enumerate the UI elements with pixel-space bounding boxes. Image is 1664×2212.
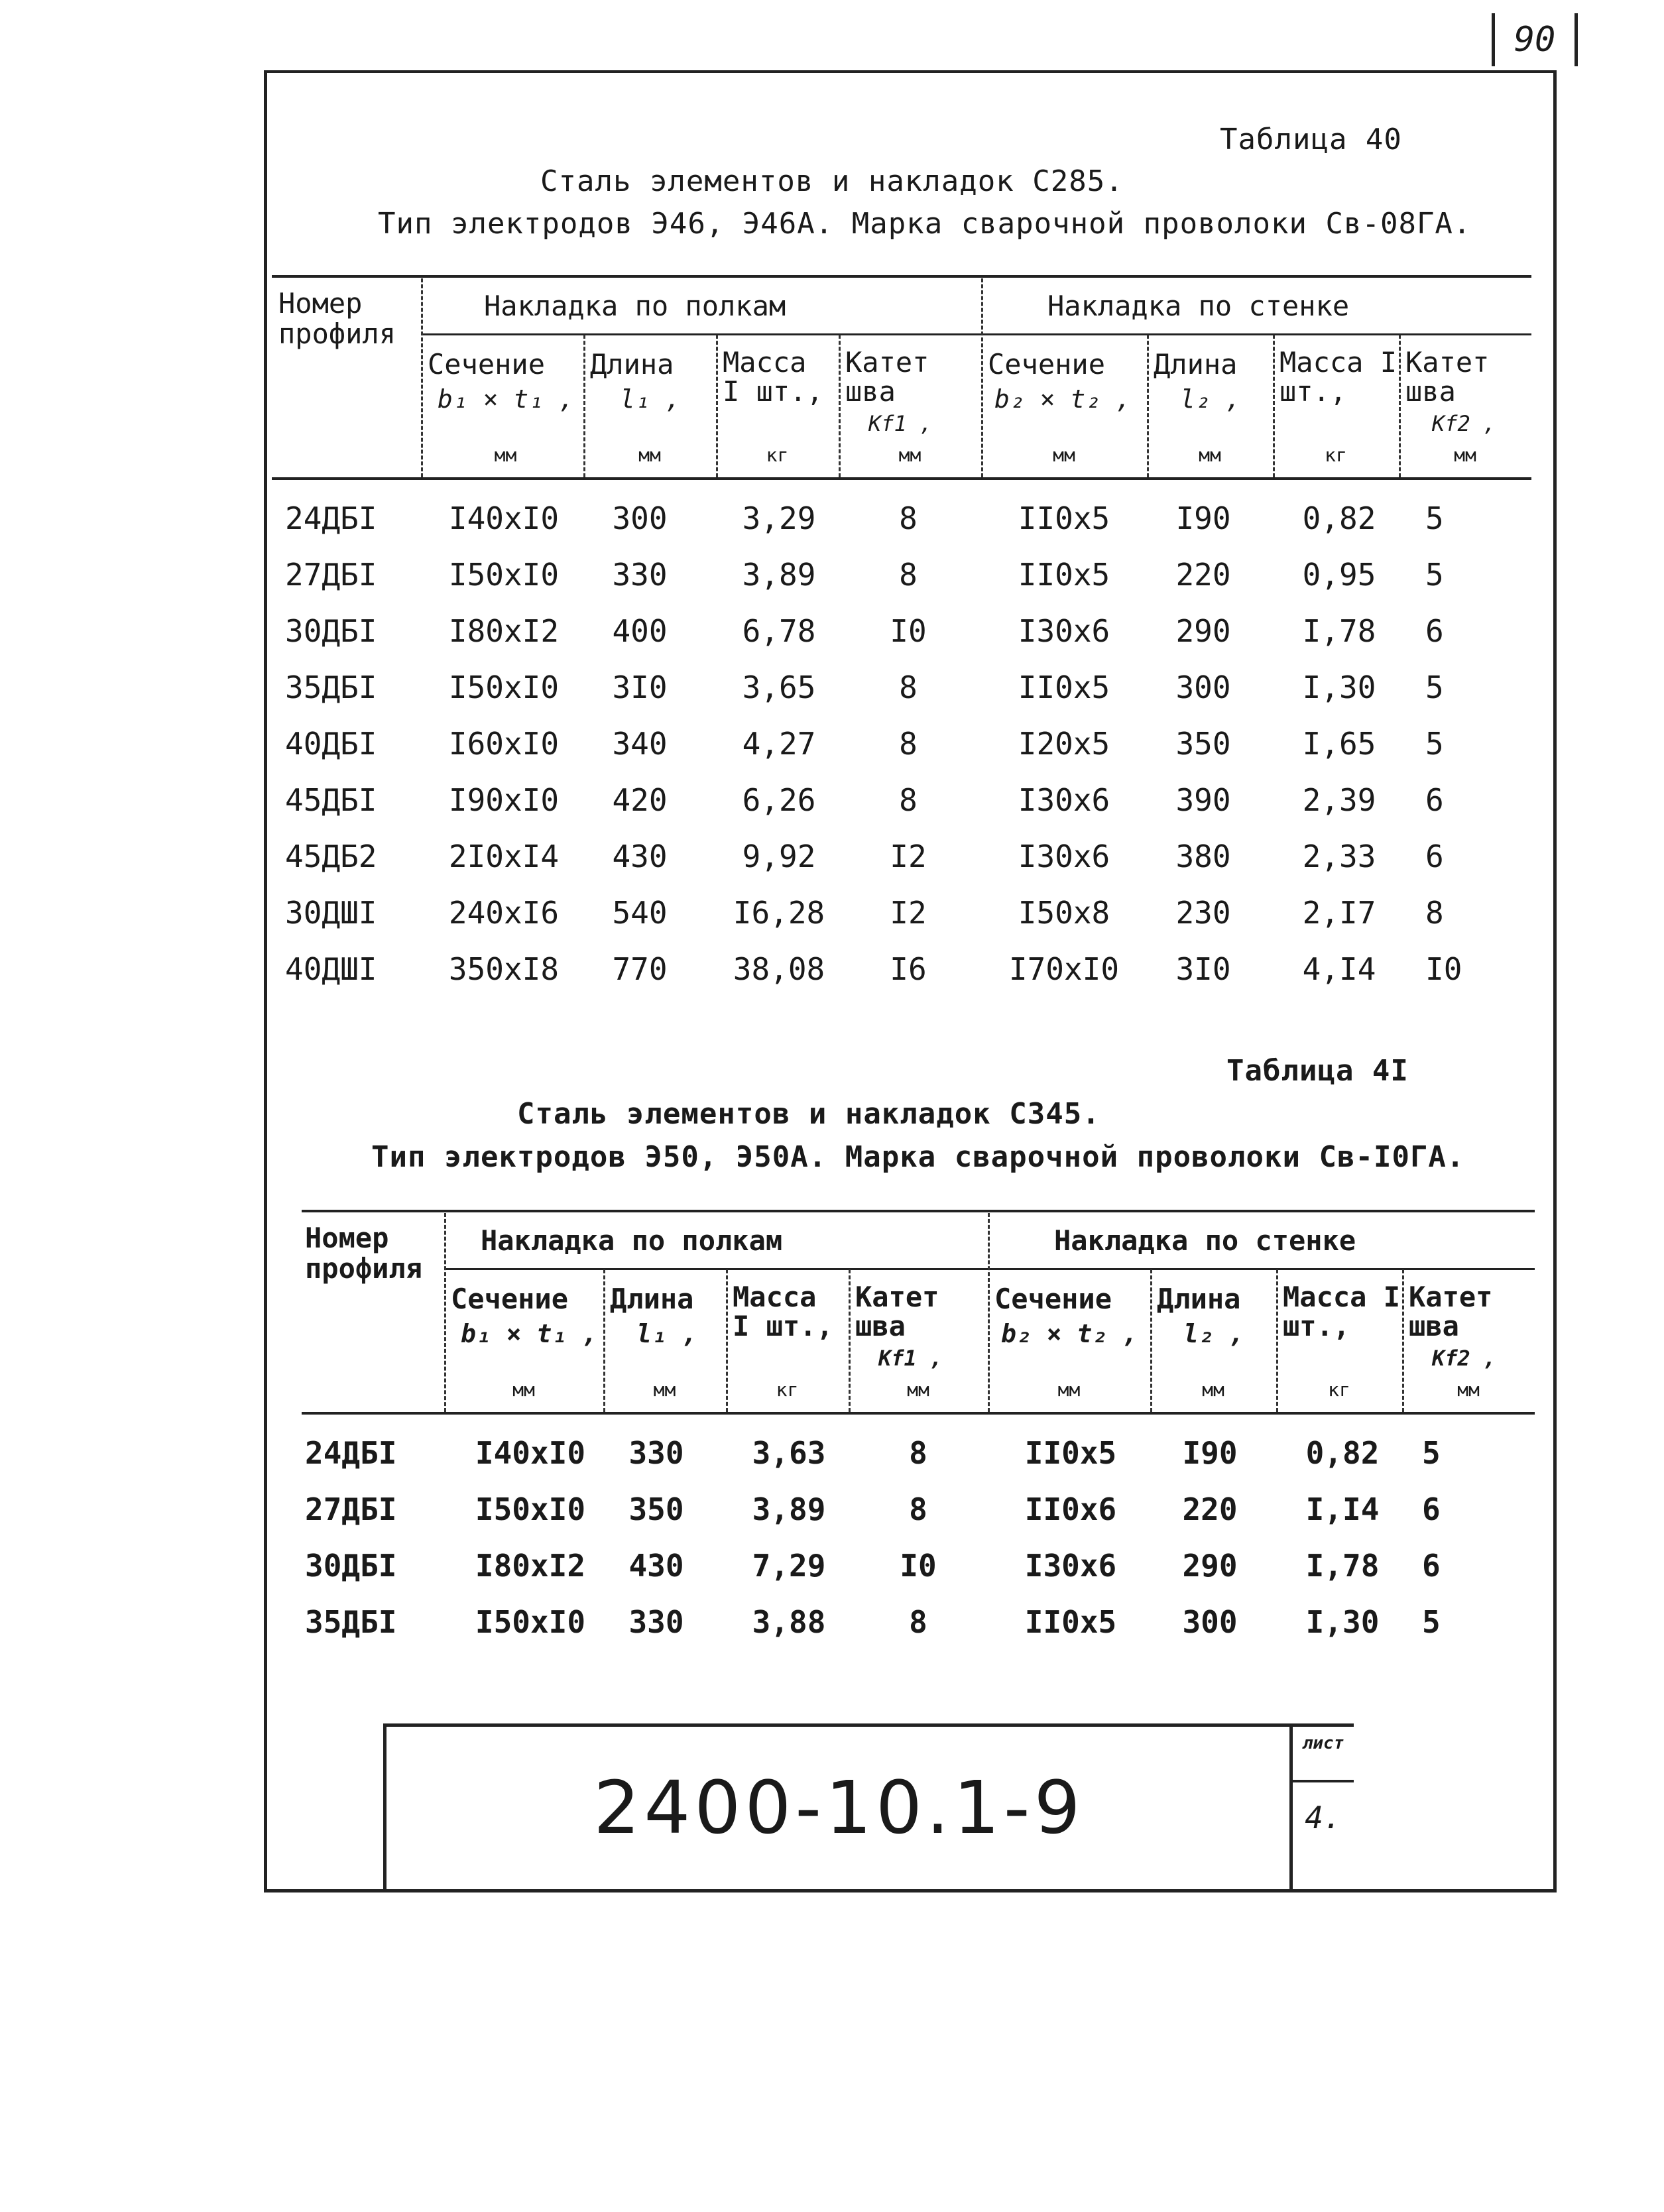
table40-header-mass2: Масса I шт.,	[1279, 346, 1397, 408]
table40-header-unit: мм	[1199, 444, 1221, 466]
table41-header-length2-sym: l₂ ,	[1183, 1319, 1244, 1348]
table-cell: I80xI2	[448, 613, 560, 649]
table40-header-section1-sym: b₁ × t₁ ,	[438, 384, 574, 414]
table-cell: I,78	[1305, 1548, 1380, 1584]
table40-header-section2: Сечение	[988, 348, 1106, 380]
table41-header-length1-sym: l₁ ,	[636, 1319, 697, 1348]
table-cell: 430	[612, 839, 668, 874]
table-cell: 380	[1175, 839, 1231, 874]
table-cell: 3I0	[1175, 951, 1231, 987]
document-code: 2400-10.1-9	[593, 1765, 1085, 1850]
table-cell: 4,I4	[1302, 951, 1376, 987]
table-cell: 540	[612, 895, 668, 931]
table40-header-section1: Сечение	[428, 348, 546, 380]
table-cell: 3,63	[752, 1435, 826, 1471]
table-cell: 6	[1425, 782, 1444, 818]
table-cell: 8	[909, 1491, 927, 1527]
table41-header-profile: Номер профиля	[305, 1222, 423, 1285]
table-cell: 8	[1425, 895, 1444, 931]
table-cell: I30x6	[1024, 1548, 1117, 1584]
table-cell: I30x6	[1018, 782, 1110, 818]
table41-header-leg1: Катет шва	[855, 1281, 939, 1342]
table41-header-unit: кг	[1328, 1379, 1350, 1401]
table-cell: I2	[890, 839, 927, 874]
table40-header-unit: мм	[638, 444, 661, 466]
table41-header-unit: мм	[512, 1379, 535, 1401]
table-cell: I,30	[1305, 1604, 1380, 1640]
table-cell: 6	[1425, 839, 1444, 874]
table40-header-length2: Длина	[1154, 348, 1238, 380]
table-cell: 8	[899, 726, 918, 762]
table-cell: 9,92	[742, 839, 816, 874]
table-cell: 350	[628, 1491, 684, 1527]
table41-title-line2: Тип электродов Э50, Э50А. Марка сварочной проволоки Св-I0ГА.	[371, 1140, 1465, 1174]
table-cell: 45ДБ2	[285, 839, 377, 874]
table-cell: I60xI0	[448, 726, 560, 762]
table-cell: 8	[899, 500, 918, 536]
table-cell: 2,I7	[1302, 895, 1376, 931]
table41-header-unit: мм	[653, 1379, 676, 1401]
table41-header-unit: мм	[1457, 1379, 1480, 1401]
table-row	[272, 945, 1531, 1001]
table-cell: 30ДБI	[305, 1548, 397, 1584]
table-cell: 350	[1175, 726, 1231, 762]
table-cell: I50xI0	[448, 557, 560, 593]
sheet-label: лист	[1302, 1733, 1344, 1753]
table-cell: 330	[628, 1604, 684, 1640]
table-cell: 3,89	[742, 557, 816, 593]
table-cell: 0,95	[1302, 557, 1376, 593]
table-row	[272, 832, 1531, 888]
table40-header-unit: кг	[766, 444, 789, 466]
table41-header-mass2: Масса I шт.,	[1283, 1281, 1401, 1342]
table-cell: 3,88	[752, 1604, 826, 1640]
table-row	[272, 663, 1531, 719]
table40-body	[272, 494, 1531, 998]
table-row	[272, 607, 1531, 663]
table41-header-section1-sym: b₁ × t₁ ,	[461, 1319, 597, 1348]
table-cell: 290	[1175, 613, 1231, 649]
table-cell: 5	[1422, 1435, 1441, 1471]
table-cell: 3,29	[742, 500, 816, 536]
table-cell: I20x5	[1018, 726, 1110, 762]
table-cell: 24ДБI	[305, 1435, 397, 1471]
table41-header-flanges: Накладка по полкам	[481, 1224, 783, 1257]
table-cell: 5	[1425, 557, 1444, 593]
table-row	[272, 888, 1531, 945]
table-cell: 5	[1425, 500, 1444, 536]
table-cell: 8	[909, 1604, 927, 1640]
table40-header-length2-sym: l₂ ,	[1180, 384, 1241, 414]
table-cell: II0x5	[1024, 1604, 1117, 1640]
table40-header-leg2: Катет шва	[1405, 346, 1490, 408]
table-cell: 2,39	[1302, 782, 1376, 818]
table-cell: 330	[628, 1435, 684, 1471]
table-row	[302, 1598, 1535, 1654]
table-cell: 390	[1175, 782, 1231, 818]
table41-top-rule	[302, 1210, 1535, 1212]
table41-caption: Таблица 4I	[1226, 1054, 1409, 1088]
table-cell: 4,27	[742, 726, 816, 762]
table40-header-length1-sym: l₁ ,	[620, 384, 681, 414]
table40-caption: Таблица 40	[1220, 123, 1402, 156]
table40-group-rule	[421, 333, 1531, 335]
table-cell: 6,78	[742, 613, 816, 649]
table-cell: I,I4	[1305, 1491, 1380, 1527]
table40-header-section2-sym: b₂ × t₂ ,	[994, 384, 1131, 414]
table40-header-unit: мм	[898, 444, 921, 466]
table40-header-length1: Длина	[590, 348, 674, 380]
table41-header-section1: Сечение	[451, 1283, 569, 1315]
table-cell: 230	[1175, 895, 1231, 931]
table40-vsep	[421, 278, 423, 477]
sheet-box	[1289, 1723, 1354, 1889]
table-cell: 430	[628, 1548, 684, 1584]
table40-header-unit: мм	[1053, 444, 1075, 466]
table-row	[272, 494, 1531, 550]
table-row	[302, 1485, 1535, 1541]
table-cell: I30x6	[1018, 613, 1110, 649]
table-cell: 350xI8	[448, 951, 560, 987]
table-cell: 290	[1182, 1548, 1238, 1584]
table41-header-length2: Длина	[1157, 1283, 1241, 1315]
table40-header-mass1: Масса I шт.,	[723, 346, 823, 408]
table-cell: I0	[890, 613, 927, 649]
table-cell: I50xI0	[448, 669, 560, 705]
table-cell: 330	[612, 557, 668, 593]
sheet-number: 4.	[1305, 1800, 1342, 1835]
table41-header-section2: Сечение	[994, 1283, 1112, 1315]
table-cell: 40ДШI	[285, 951, 377, 987]
table-cell: 340	[612, 726, 668, 762]
table-cell: 0,82	[1302, 500, 1376, 536]
table-cell: 240xI6	[448, 895, 560, 931]
table-cell: I70xI0	[1008, 951, 1120, 987]
table-cell: 420	[612, 782, 668, 818]
table41-header-length1: Длина	[610, 1283, 694, 1315]
table41-header-leg2-sym: Kf2 ,	[1432, 1346, 1496, 1371]
table41-header-mass1: Масса I шт.,	[733, 1281, 833, 1342]
table-cell: 5	[1422, 1604, 1441, 1640]
table-cell: I6,28	[733, 895, 825, 931]
table-cell: I50xI0	[475, 1604, 586, 1640]
table-cell: 38,08	[733, 951, 825, 987]
table40-header-unit: мм	[494, 444, 517, 466]
table-cell: 7,29	[752, 1548, 826, 1584]
table-row	[272, 719, 1531, 776]
table-cell: 6	[1425, 613, 1444, 649]
table-cell: 6	[1422, 1491, 1441, 1527]
table-cell: 40ДБI	[285, 726, 377, 762]
table-cell: I6	[890, 951, 927, 987]
table-cell: 770	[612, 951, 668, 987]
table-cell: I90xI0	[448, 782, 560, 818]
table-cell: 3,65	[742, 669, 816, 705]
table-cell: 27ДБI	[285, 557, 377, 593]
table-row	[302, 1541, 1535, 1598]
table-cell: 8	[899, 557, 918, 593]
table41-header-unit: мм	[1057, 1379, 1081, 1401]
table-cell: 24ДБI	[285, 500, 377, 536]
table-cell: I40xI0	[448, 500, 560, 536]
table40-header-unit: кг	[1325, 444, 1347, 466]
table41-header-section2-sym: b₂ × t₂ ,	[1001, 1319, 1138, 1348]
table-cell: II0x5	[1018, 500, 1110, 536]
table40	[272, 275, 1531, 1004]
table41-header-unit: кг	[776, 1379, 799, 1401]
table41-header-unit: мм	[1202, 1379, 1224, 1401]
table-cell: I,65	[1302, 726, 1376, 762]
table-cell: I0	[1425, 951, 1462, 987]
table40-title-line2: Тип электродов Э46, Э46А. Марка сварочной проволоки Св-08ГА.	[378, 207, 1472, 241]
table-cell: 300	[1182, 1604, 1238, 1640]
table-cell: 6,26	[742, 782, 816, 818]
table-cell: II0x5	[1024, 1435, 1117, 1471]
page-number: 90	[1492, 13, 1578, 66]
table41-header-leg1-sym: Kf1 ,	[878, 1346, 943, 1371]
title-block	[383, 1723, 1291, 1889]
table41-body	[302, 1428, 1535, 1667]
table-cell: 27ДБI	[305, 1491, 397, 1527]
table-cell: II0x5	[1018, 669, 1110, 705]
table-cell: I80xI2	[475, 1548, 586, 1584]
table-cell: 2,33	[1302, 839, 1376, 874]
table40-header-bottom-rule	[272, 477, 1531, 480]
table-cell: I2	[890, 895, 927, 931]
table-cell: 220	[1182, 1491, 1238, 1527]
table-cell: 8	[899, 669, 918, 705]
table40-header-flanges: Накладка по полкам	[484, 290, 786, 322]
table-cell: 5	[1425, 726, 1444, 762]
table41-header-web: Накладка по стенке	[1054, 1224, 1356, 1257]
table-cell: 5	[1425, 669, 1444, 705]
table40-top-rule	[272, 275, 1531, 278]
table-cell: 300	[612, 500, 668, 536]
table-cell: I90	[1175, 500, 1231, 536]
table-cell: I90	[1182, 1435, 1238, 1471]
table-cell: I50x8	[1018, 895, 1110, 931]
table-row	[302, 1428, 1535, 1485]
table40-header-leg2-sym: Kf2 ,	[1432, 411, 1496, 436]
table-cell: I30x6	[1018, 839, 1110, 874]
table-cell: I50xI0	[475, 1491, 586, 1527]
table-cell: 3I0	[612, 669, 668, 705]
table-cell: I,30	[1302, 669, 1376, 705]
table-cell: 35ДБI	[285, 669, 377, 705]
table-cell: 2I0xI4	[448, 839, 560, 874]
table-row	[272, 550, 1531, 607]
table-cell: I0	[900, 1548, 937, 1584]
table-cell: 0,82	[1305, 1435, 1380, 1471]
table41	[302, 1210, 1535, 1687]
table40-header-leg1: Катет шва	[845, 346, 929, 408]
table-cell: I,78	[1302, 613, 1376, 649]
sheet-separator	[1293, 1780, 1354, 1782]
table-cell: 8	[909, 1435, 927, 1471]
table40-header-leg1-sym: Kf1 ,	[868, 411, 933, 436]
table40-header-profile: Номер профиля	[278, 287, 396, 350]
table-cell: 30ДШI	[285, 895, 377, 931]
table-cell: II0x5	[1018, 557, 1110, 593]
table41-title-line1: Сталь элементов и накладок С345.	[517, 1097, 1100, 1131]
table-cell: 35ДБI	[305, 1604, 397, 1640]
table-cell: 400	[612, 613, 668, 649]
table-cell: 8	[899, 782, 918, 818]
table41-header-bottom-rule	[302, 1412, 1535, 1415]
table-cell: I40xI0	[475, 1435, 586, 1471]
table40-title-line1: Сталь элементов и накладок С285.	[540, 164, 1124, 198]
table41-header-unit: мм	[907, 1379, 929, 1401]
table-cell: 300	[1175, 669, 1231, 705]
table-cell: 30ДБI	[285, 613, 377, 649]
table-cell: II0x6	[1024, 1491, 1117, 1527]
table-cell: 6	[1422, 1548, 1441, 1584]
table41-header-leg2: Катет шва	[1409, 1281, 1493, 1342]
table-row	[272, 776, 1531, 832]
table-cell: 3,89	[752, 1491, 826, 1527]
table40-header-web: Накладка по стенке	[1047, 290, 1350, 322]
table-cell: 220	[1175, 557, 1231, 593]
table40-header-unit: мм	[1454, 444, 1476, 466]
table-cell: 45ДБI	[285, 782, 377, 818]
